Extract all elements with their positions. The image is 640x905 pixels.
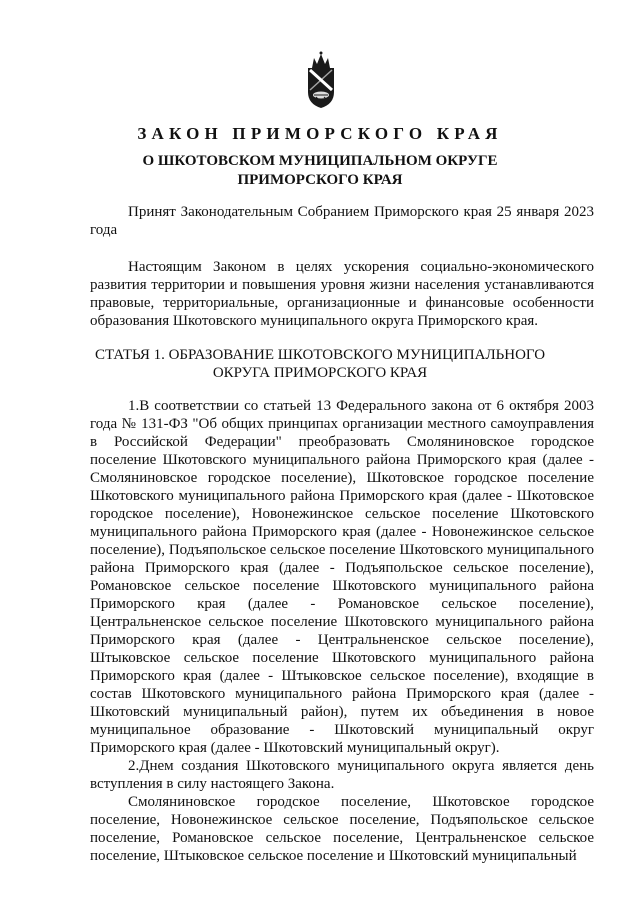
law-title: ЗАКОН ПРИМОРСКОГО КРАЯ bbox=[137, 124, 503, 143]
article-heading bbox=[0, 346, 640, 382]
article-heading-line-1: СТАТЬЯ 1. ОБРАЗОВАНИЕ ШКОТОВСКОГО МУНИЦИПАЛЬНОГО bbox=[94, 347, 546, 363]
law-subtitle-line-2: ПРИМОРСКОГО КРАЯ bbox=[237, 172, 403, 188]
adoption-statement: Принят Законодательным Собранием Приморского края 25 января 2023 года bbox=[90, 204, 594, 238]
article-body bbox=[90, 397, 594, 865]
law-subtitle-line-1: О ШКОТОВСКОМ МУНИЦИПАЛЬНОМ ОКРУГЕ bbox=[142, 153, 498, 169]
article-heading-line-2: ОКРУГА ПРИМОРСКОГО КРАЯ bbox=[212, 365, 428, 381]
article-paragraph: 2.Днем создания Шкотовского муниципального округа является день вступления в силу настоящего Закона. bbox=[90, 758, 594, 792]
primorsky-krai-coat-of-arms-icon bbox=[304, 50, 338, 110]
article-paragraph: Смоляниновское городское поселение, Шкотовское городское поселение, Новонежинское сельское поселение, Подъяпольское сельское поселение, Романовское сельское поселение, Центральненское сельское поселение, Штыковское сельское поселение и Шкотовский муниципальный bbox=[90, 794, 594, 864]
preamble: Настоящим Законом в целях ускорения социально-экономического развития территории и повышения уровня жизни населения устанавливаются правовые, территориальные, организационные и финансовые особенности образования Шкотовского муниципального округа Приморского края. bbox=[90, 259, 594, 329]
article-paragraph: 1.В соответствии со статьей 13 Федерального закона от 6 октября 2003 года № 131-ФЗ "Об общих принципах организации местного самоуправления в Российской Федерации" преобразовать Смоляниновское городское поселение Шкотовского муниципального района Приморского края (далее - Смоляниновское городское поселение), Шкотовское городское поселение Шкотовского муниципального района Приморского края (далее - Шкотовское городское поселение), Новонежинское сельское поселение Шкотовского муниципального района Приморского края (далее - Новонежинское сельское поселение), Подъяпольское сельское поселение Шкотовского муниципального района Приморского края (далее - Подъяпольское сельское поселение), Романовское сельское поселение Шкотовского муниципального района Приморского края (далее - Романовское сельское поселение), Центральненское сельское поселение Шкотовского муниципального района Приморского края (далее - Центральненское сельское поселение), Штыковское сельское поселение Шкотовского муниципального района Приморского края (далее - Штыковское сельское поселение), входящие в состав Шкотовского муниципального района Приморского края (далее - Шкотовский муниципальный район), путем их объединения в новое муниципальное образование - Шкотовский муниципальный округ Приморского края (далее - Шкотовский муниципальный округ). bbox=[90, 398, 594, 756]
law-subtitle bbox=[0, 152, 640, 190]
